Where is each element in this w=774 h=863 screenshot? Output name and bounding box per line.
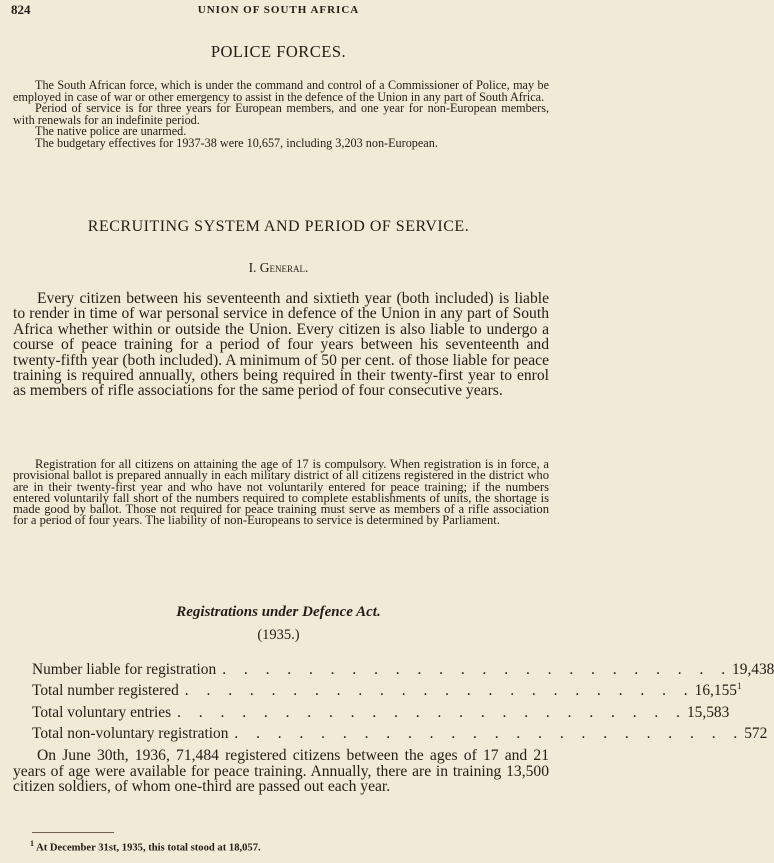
- row-value: 15,583: [686, 703, 730, 721]
- police-paragraph: Period of service is for three years for European members, and one year for non-European members, with renewals for an indefinite period.: [13, 101, 549, 127]
- footnote-marker: 1: [30, 839, 34, 848]
- row-label: Total non-voluntary registration: [32, 725, 229, 743]
- row-label: Total number registered: [32, 682, 179, 700]
- footnote: [30, 839, 261, 854]
- leader-dots: . . . . . . . . . . . . . . . . . . . . . . . .: [184, 682, 695, 700]
- page-number: 824: [11, 2, 31, 17]
- running-title: UNION OF SOUTH AFRICA: [197, 4, 360, 16]
- general-subheading: I. General.: [248, 260, 309, 275]
- police-section: [13, 80, 549, 150]
- closing-section: [13, 748, 549, 795]
- police-paragraph: The native police are unarmed.: [35, 124, 187, 139]
- row-value: 572: [744, 725, 768, 743]
- general-paragraph: Registration for all citizens on attaining the age of 17 is compulsory. When registration is in force, a provisional ballot is prepared annually in each military district of all citizens registered in the district who are in their twenty-first year and who have not voluntarily entered for peace training; if the numbers entered voluntarily fall short of the numbers required to complete establishments of units, the shortage is made good by ballot. Those not required for peace training must serve as members of a rifle association for a period of four years. The liability of non-Europeans to service is determined by Parliament.: [13, 457, 549, 528]
- row-label: Number liable for registration: [32, 661, 217, 679]
- footnote-text: At December 31st, 1935, this total stood at 18,057.: [36, 842, 261, 854]
- registration-paragraph-block: [13, 459, 549, 527]
- registrations-table: [32, 657, 774, 743]
- police-heading: POLICE FORCES.: [210, 42, 347, 61]
- registrations-title: Registrations under Defence Act.: [176, 604, 381, 620]
- table-row: [32, 700, 730, 721]
- row-value: 16,155$^1$: [694, 681, 742, 700]
- leader-dots: . . . . . . . . . . . . . . . . . . . . . . . .: [222, 661, 733, 679]
- police-paragraph: The budgetary effectives for 1937-38 were 10,657, including 3,203 non-European.: [35, 135, 438, 150]
- closing-paragraph: On June 30th, 1936, 71,484 registered citizens between the ages of 17 and 21 years of age were available for peace training. Annually, there are in training 13,500 citizen soldiers, of whom one-third are passed out each year.: [13, 747, 549, 796]
- registrations-year: (1935.): [257, 627, 300, 643]
- general-paragraph: Every citizen between his seventeenth and sixtieth year (both included) is liable to render in time of war personal service in defence of the Union in any part of South Africa whether within or outside the Union. Every citizen is also liable to undergo a course of peace training for a period of four years between his seventeenth and twenty-fifth year (both included). A minimum of 50 per cent. of those liable for peace training is required annually, others being required in their twenty-first year to enrol as members of rifle associations for the same period of four consecutive years.: [13, 290, 549, 400]
- footnote-marker: 1: [736, 681, 742, 692]
- general-section: [13, 291, 549, 399]
- row-label: Total voluntary entries: [32, 703, 172, 721]
- police-paragraph: The South African force, which is under the command and control of a Commissioner of Police, may be employed in case of war or other emergency to assist in the defence of the Union in any part of South Africa.: [13, 78, 549, 104]
- leader-dots: . . . . . . . . . . . . . . . . . . . . . . . .: [177, 703, 687, 721]
- footnote-divider: [32, 832, 114, 833]
- table-row: [32, 678, 742, 700]
- leader-dots: . . . . . . . . . . . . . . . . . . . . . . . .: [234, 725, 745, 743]
- table-row: [32, 657, 774, 679]
- recruiting-heading: RECRUITING SYSTEM AND PERIOD OF SERVICE.: [87, 218, 470, 235]
- row-value: 19,438: [732, 661, 774, 679]
- table-row: [32, 721, 768, 743]
